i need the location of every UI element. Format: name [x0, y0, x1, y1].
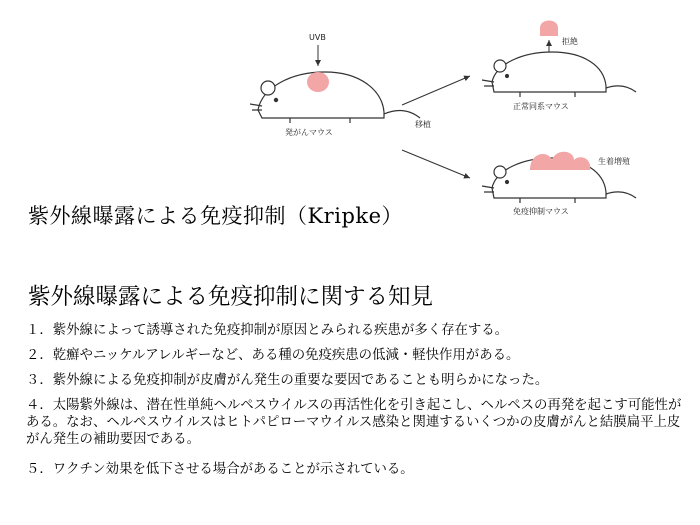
finding-item: ４．太陽紫外線は、潜在性単純ヘルペスウイルスの再活性化を引き起こし、ヘルペスの再発を起こす可能性がある。なお、ヘルペスウイルスはヒトパピローマウイルス感染と関連するいくつかの皮膚がんと結膜扁平上皮がん発生の補助要因である。 — [26, 398, 682, 447]
transplant-arrows — [402, 76, 470, 178]
finding-item: １．紫外線によって誘導された免疫抑制が原因とみられる疾患が多く存在する。 — [26, 323, 509, 338]
source-mouse — [250, 72, 420, 123]
suppressed-mouse-label: 免疫抑制マウス — [513, 207, 569, 216]
findings-list — [26, 322, 686, 486]
normal-mouse-label: 正常同系マウス — [513, 102, 569, 111]
diagram-title: 紫外線曝露による免疫抑制（Kripke） — [28, 204, 404, 228]
uvb-label: UVB — [309, 33, 326, 42]
rejection-label: 拒絶 — [562, 37, 578, 46]
source-tumor — [307, 72, 329, 92]
growing-tumor — [530, 152, 590, 170]
finding-item: ２．乾癬やニッケルアレルギーなど、ある種の免疫疾患の低減・軽快作用がある。 — [26, 348, 520, 363]
finding-item: ５．ワクチン効果を低下させる場合があることが示されている。 — [26, 462, 414, 477]
growth-label: 生着増殖 — [598, 157, 630, 166]
source-mouse-label: 発がんマウス — [285, 128, 333, 137]
finding-item: ３．紫外線による免疫抑制が皮膚がん発生の重要な要因であることも明らかになった。 — [26, 373, 549, 388]
transplant-label: 移植 — [415, 120, 431, 129]
findings-heading: 紫外線曝露による免疫抑制に関する知見 — [28, 284, 434, 310]
rejected-tumor — [540, 21, 558, 37]
normal-mouse — [482, 52, 636, 97]
